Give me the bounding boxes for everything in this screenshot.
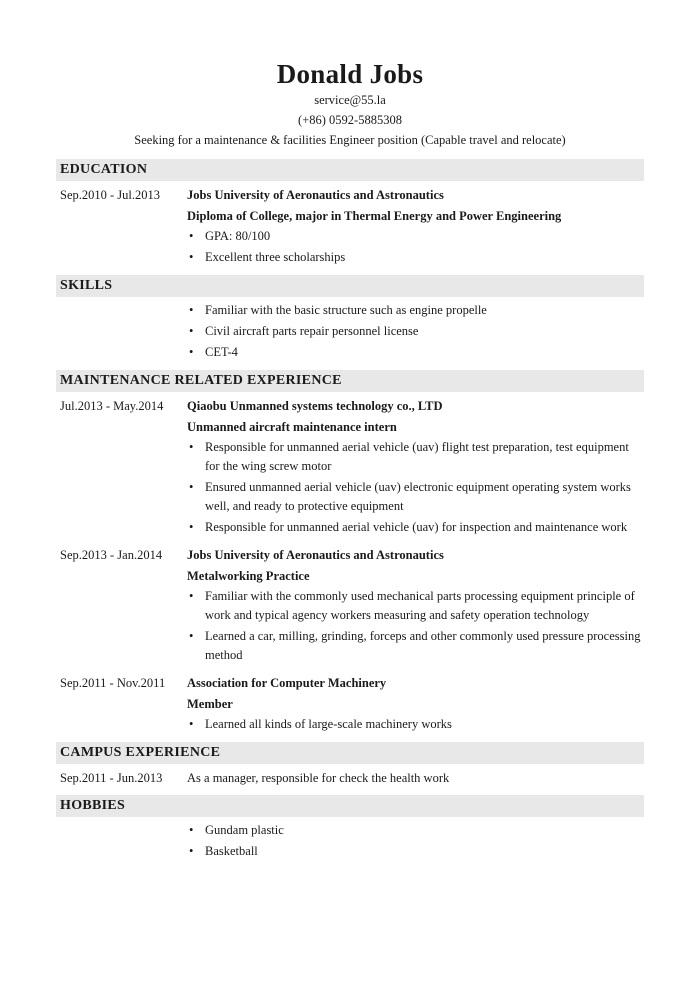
list-item-text: Basketball [205,844,258,858]
bullet-list-wrap [187,438,644,539]
bullet-icon: • [189,520,194,534]
entry-text: As a manager, responsible for check the health work [187,771,450,785]
entry-role: Member [187,697,233,711]
bullet-icon: • [189,229,194,243]
bullet-icon: • [189,345,194,359]
entry-organization: Jobs University of Aeronautics and Astronautics [187,188,444,202]
entry-bullets-row [56,301,644,364]
bullet-list-wrap [187,715,644,736]
bullet-icon: • [189,717,194,731]
section-body [56,817,644,863]
entry-bullets-row [56,227,644,269]
list-item [187,227,644,246]
date-spacer [56,821,187,863]
list-item [187,248,644,267]
bullet-icon: • [189,823,194,837]
bullet-list-wrap [187,301,644,364]
entry-header-row [56,768,644,789]
resume-page [56,58,644,869]
date-spacer [56,566,187,587]
list-item [187,518,644,537]
entry-role: Unmanned aircraft maintenance intern [187,420,397,434]
list-item [187,343,644,362]
entry-bullets-row [56,715,644,736]
objective: Seeking for a maintenance & facilities Engineer position (Capable travel and relocate) [134,133,566,147]
section-title: EDUCATION [56,159,644,181]
bullet-icon: • [189,324,194,338]
campus-entry [56,768,644,789]
section-education [56,159,644,269]
bullet-icon: • [189,303,194,317]
list-item [187,438,644,476]
section-hobbies [56,795,644,863]
list-item-text: Responsible for unmanned aerial vehicle (uav) flight test preparation, test equipment for the wing screw motor [205,440,629,473]
entry-bullets-row [56,587,644,667]
date-spacer [56,587,187,667]
entry-date: Sep.2010 - Jul.2013 [60,188,160,202]
section-title: MAINTENANCE RELATED EXPERIENCE [56,370,644,392]
bullet-list-wrap [187,587,644,667]
bullet-list [187,715,644,734]
list-item [187,478,644,516]
list-item-text: Gundam plastic [205,823,284,837]
list-item [187,627,644,665]
list-item [187,715,644,734]
entry-date: Sep.2011 - Nov.2011 [60,676,166,690]
entry-organization: Association for Computer Machinery [187,676,387,690]
bullet-list [187,821,644,861]
section-title: CAMPUS EXPERIENCE [56,742,644,764]
experience-entry [56,673,644,736]
entry-role-row [56,566,644,587]
date-spacer [56,715,187,736]
entry-header-row [56,673,644,694]
list-item [187,842,644,861]
list-item-text: GPA: 80/100 [205,229,271,243]
entry-bullets-row [56,821,644,863]
bullet-icon: • [189,250,194,264]
experience-entry [56,545,644,667]
list-item-text: Learned a car, milling, grinding, forceps and other commonly used pressure processing method [205,629,641,662]
entry-role-row [56,694,644,715]
list-item-text: Ensured unmanned aerial vehicle (uav) electronic equipment operating system works well, and ready to protective equipment [205,480,631,513]
bullet-icon: • [189,844,194,858]
section-title: SKILLS [56,275,644,297]
section-title: HOBBIES [56,795,644,817]
bullet-list-wrap [187,227,644,269]
date-spacer [56,301,187,364]
entry-role-row [56,417,644,438]
bullet-list [187,438,644,537]
list-item [187,587,644,625]
section-body [56,392,644,736]
phone: (+86) 0592-5885308 [298,113,402,127]
resume-header [56,58,644,150]
date-spacer [56,694,187,715]
section-body [56,181,644,269]
entry-role: Diploma of College, major in Thermal Energy and Power Engineering [187,209,562,223]
list-item-text: CET-4 [205,345,238,359]
bullet-list [187,301,644,362]
skills-entry [56,301,644,364]
entry-header-row [56,185,644,206]
list-item-text: Learned all kinds of large-scale machinery works [205,717,452,731]
email: service@55.la [314,93,386,107]
list-item [187,322,644,341]
bullet-icon: • [189,480,194,494]
list-item [187,821,644,840]
education-entry [56,185,644,269]
section-maintenance-experience [56,370,644,736]
candidate-name: Donald Jobs [276,59,424,89]
date-spacer [56,417,187,438]
entry-organization: Jobs University of Aeronautics and Astronautics [187,548,444,562]
list-item-text: Responsible for unmanned aerial vehicle (uav) for inspection and maintenance work [205,520,628,534]
list-item-text: Excellent three scholarships [205,250,346,264]
bullet-list [187,587,644,665]
entry-date: Sep.2013 - Jan.2014 [60,548,163,562]
entry-role-row [56,206,644,227]
bullet-icon: • [189,629,194,643]
list-item [187,301,644,320]
entry-bullets-row [56,438,644,539]
bullet-icon: • [189,440,194,454]
entry-organization: Qiaobu Unmanned systems technology co., LTD [187,399,443,413]
date-spacer [56,438,187,539]
date-spacer [56,206,187,227]
entry-header-row [56,545,644,566]
list-item-text: Familiar with the basic structure such as engine propelle [205,303,487,317]
date-spacer [56,227,187,269]
bullet-list-wrap [187,821,644,863]
hobbies-entry [56,821,644,863]
entry-role: Metalworking Practice [187,569,310,583]
experience-entry [56,396,644,539]
section-body [56,297,644,364]
list-item-text: Familiar with the commonly used mechanical parts processing equipment principle of work and typical agency workers measuring and safety operation technology [205,589,635,622]
section-body [56,764,644,789]
entry-date: Sep.2011 - Jun.2013 [60,771,163,785]
section-campus-experience [56,742,644,789]
bullet-icon: • [189,589,194,603]
bullet-list [187,227,644,267]
section-skills [56,275,644,364]
entry-header-row [56,396,644,417]
list-item-text: Civil aircraft parts repair personnel license [205,324,419,338]
entry-date: Jul.2013 - May.2014 [60,399,164,413]
